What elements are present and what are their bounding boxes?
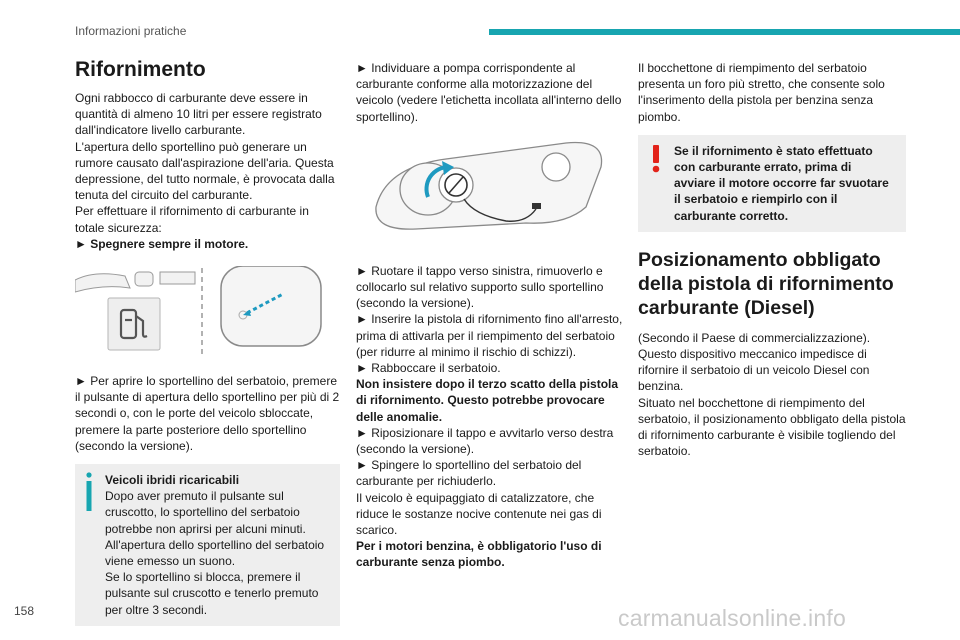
note-text: All'apertura dello sportellino del serbatoio viene emesso un suono. [105, 537, 325, 569]
note-text: Dopo aver premuto il pulsante sul cruscotto, lo sportellino del serbatoio potrebbe non aprirsi per alcuni minuti. [105, 489, 306, 536]
paragraph: (Secondo il Paese di commercializzazione). [638, 330, 871, 345]
paragraph: Ogni rabbocco di carburante deve essere in quantità di almeno 10 litri per essere registrato dall'indicatore livello carburante. [75, 91, 322, 138]
paragraph: L'apertura dello sportellino può generare un rumore causato dall'aspirazione dell'aria. Questa depressione, del tutto normale, è provocata dalla tenuta del circuito del carburante. [75, 139, 335, 203]
column-middle [356, 60, 626, 571]
paragraph-bold: Per i motori benzina, è obbligatorio l'uso di carburante senza piombo. [356, 539, 602, 570]
paragraph-open-flap: ► Per aprire lo sportellino del serbatoio, premere il pulsante di apertura dello sportellino per più di 2 secondi o, con le porte del veicolo sbloccate, premere la parte posteriore dello sportellino (secondo la versione). [75, 374, 340, 453]
warning-note [638, 135, 906, 232]
warning-icon [651, 145, 661, 177]
paragraph: ► Spingere lo sportellino del serbatoio del carburante per richiuderlo. [356, 458, 582, 489]
note-title: Veicoli ibridi ricaricabili [105, 473, 240, 488]
step-engine-off: ► Spegnere sempre il motore. [75, 236, 249, 251]
paragraph: Situato nel bocchettone di riempimento del serbatoio, il posizionamento obbligato della pistola di rifornimento carburante è visibile togliendo del serbatoio. [638, 395, 906, 459]
fuel-flap-drawing [221, 266, 321, 346]
column-right [638, 60, 906, 459]
fuel-door-illustration [75, 266, 340, 361]
paragraph: Il bocchettone di riempimento del serbatoio presenta un foro più stretto, che consente solo l'inserimento della pistola per benzina senza piombo. [638, 61, 885, 124]
header-accent-bar [489, 29, 960, 35]
running-header: Informazioni pratiche [75, 24, 187, 38]
paragraph: ► Inserire la pistola di rifornimento fino all'arresto, prima di attivarla per il riempimento del serbatoio (per ridurre al minimo il rischio di schizzi). [356, 312, 623, 359]
info-note-hybrid [75, 464, 340, 626]
paragraph: ► Rabboccare il serbatoio. [356, 361, 501, 376]
page-number: 158 [14, 604, 35, 618]
paragraph: ► Ruotare il tappo verso sinistra, rimuoverlo e collocarlo sul relativo supporto sullo sportellino (secondo la versione). [356, 263, 604, 311]
paragraph: ► Individuare a pompa corrispondente al carburante conforme alla motorizzazione del veicolo (vedere l'etichetta incollata all'interno dello sportellino). [356, 61, 622, 124]
note-text: Se lo sportellino si blocca, premere il pulsante sul cruscotto e tenerlo premuto per oltre 3 secondi. [105, 570, 319, 617]
warning-text: Se il rifornimento è stato effettuato con carburante errato, prima di avviare il motore occorre far svuotare il serbatoio e riempirlo con il carburante corretto. [674, 143, 889, 223]
dashboard-icon [75, 272, 195, 292]
column-left [75, 58, 340, 626]
section-title-refuelling: Rifornimento [75, 58, 206, 81]
paragraph: Questo dispositivo meccanico impedisce di rifornire il serbatoio di un veicolo Diesel con benzina. [638, 347, 870, 394]
paragraph-bold: Non insistere dopo il terzo scatto della pistola di rifornimento. Questo potrebbe provocare delle anomalie. [356, 377, 619, 424]
fuel-cap-illustration [356, 137, 626, 247]
paragraph: Per effettuare il rifornimento di carburante in totale sicurezza: [75, 204, 309, 235]
paragraph: Il veicolo è equipaggiato di catalizzatore, che riduce le sostanze nocive contenute nei gas di scarico. [356, 490, 602, 538]
section-title-diesel: Posizionamento obbligato della pistola di rifornimento carburante (Diesel) [638, 248, 894, 319]
info-icon [85, 472, 95, 516]
watermark: carmanualsonline.info [618, 605, 846, 631]
paragraph: ► Riposizionare il tappo e avvitarlo verso destra (secondo la versione). [356, 425, 614, 457]
